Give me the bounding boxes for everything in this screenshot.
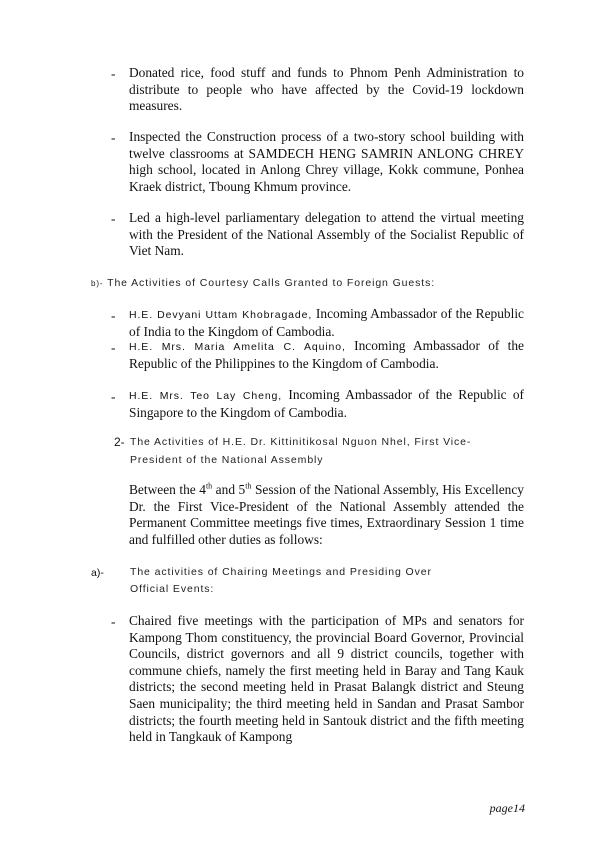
guest-description: Incoming Ambassador of the Republic of India to the Kingdom of Cambodia. (129, 306, 524, 339)
intro-sup-1: th (205, 481, 213, 491)
bullet-school-inspection: Inspected the Construction process of a two-story school building with twelve classrooms at SAMDECH HENG SAMRIN ANLONG CHREY high school, located in Anlong Chrey village, Kokk commune, Ponhea Kraek district, Tboung Khmum province. (129, 129, 524, 194)
section-b-title: The Activities of Courtesy Calls Granted to Foreign Guests: (107, 277, 436, 289)
guest-name: H.E. Mrs. Maria Amelita C. Aquino, (129, 341, 346, 353)
intro-text-2: and 5 (212, 482, 246, 497)
section-a-title-line2: Official Events: (130, 583, 215, 595)
guest-name: H.E. Devyani Uttam Khobragade, (129, 309, 313, 321)
intro-text-3: Session of the National Assembly, His Excellency Dr. the First Vice-President of the National Assembly attended the Permanent Committee meetings five times, Extraordinary Session 1 time and fulfilled other duties as follows: (129, 482, 524, 547)
section-b-prefix: b)- (91, 279, 104, 288)
guest-name: H.E. Mrs. Teo Lay Cheng, (129, 390, 283, 402)
section-a-prefix: a)- (91, 567, 104, 579)
courtesy-call-singapore (129, 387, 524, 421)
bullet-dash: - (111, 614, 116, 629)
bullet-parliamentary-delegation: Led a high-level parliamentary delegation to attend the virtual meeting with the President of the National Assembly of the Socialist Republic of Viet Nam. (129, 210, 524, 259)
courtesy-call-india (129, 306, 524, 340)
courtesy-call-philippines (129, 338, 524, 372)
intro-text-1: Between the 4 (129, 482, 206, 497)
bullet-dash: - (111, 340, 116, 355)
section-2-title-line1: The Activities of H.E. Dr. Kittinitikosal Nguon Nhel, First Vice- (130, 436, 472, 448)
guest-description: Incoming Ambassador of the Republic of Singapore to the Kingdom of Cambodia. (129, 387, 524, 420)
section-b-heading (91, 277, 435, 289)
bullet-chaired-meetings: Chaired five meetings with the participation of MPs and senators for Kampong Thom constituency, the provincial Board Governor, Provincial Councils, district governors and all 9 district councils, together with commune chiefs, namely the first meeting held in Baray and Tang Kauk districts; the second meeting held in Prasat Balangk district and Steung Saen municipality; the third meeting held in Sandan and Prasat Sambor districts; the fourth meeting held in Santouk district and the fifth meeting held in Tangkauk of Kampong (129, 613, 524, 745)
intro-paragraph (129, 482, 524, 548)
section-2-prefix: 2- (114, 435, 125, 449)
guest-description: Incoming Ambassador of the Republic of the Philippines to the Kingdom of Cambodia. (129, 338, 524, 371)
section-2-title-line2: President of the National Assembly (130, 454, 324, 466)
bullet-dash: - (111, 130, 116, 145)
page-number: page14 (489, 801, 525, 815)
section-a-title-line1: The activities of Chairing Meetings and Presiding Over (130, 566, 432, 578)
bullet-dash: - (111, 308, 116, 323)
intro-sup-2: th (245, 481, 252, 491)
bullet-dash: - (111, 389, 116, 404)
bullet-dash: - (111, 66, 116, 81)
bullet-donated-rice: Donated rice, food stuff and funds to Phnom Penh Administration to distribute to people who have affected by the Covid-19 lockdown measures. (129, 65, 524, 114)
bullet-dash: - (111, 211, 116, 226)
